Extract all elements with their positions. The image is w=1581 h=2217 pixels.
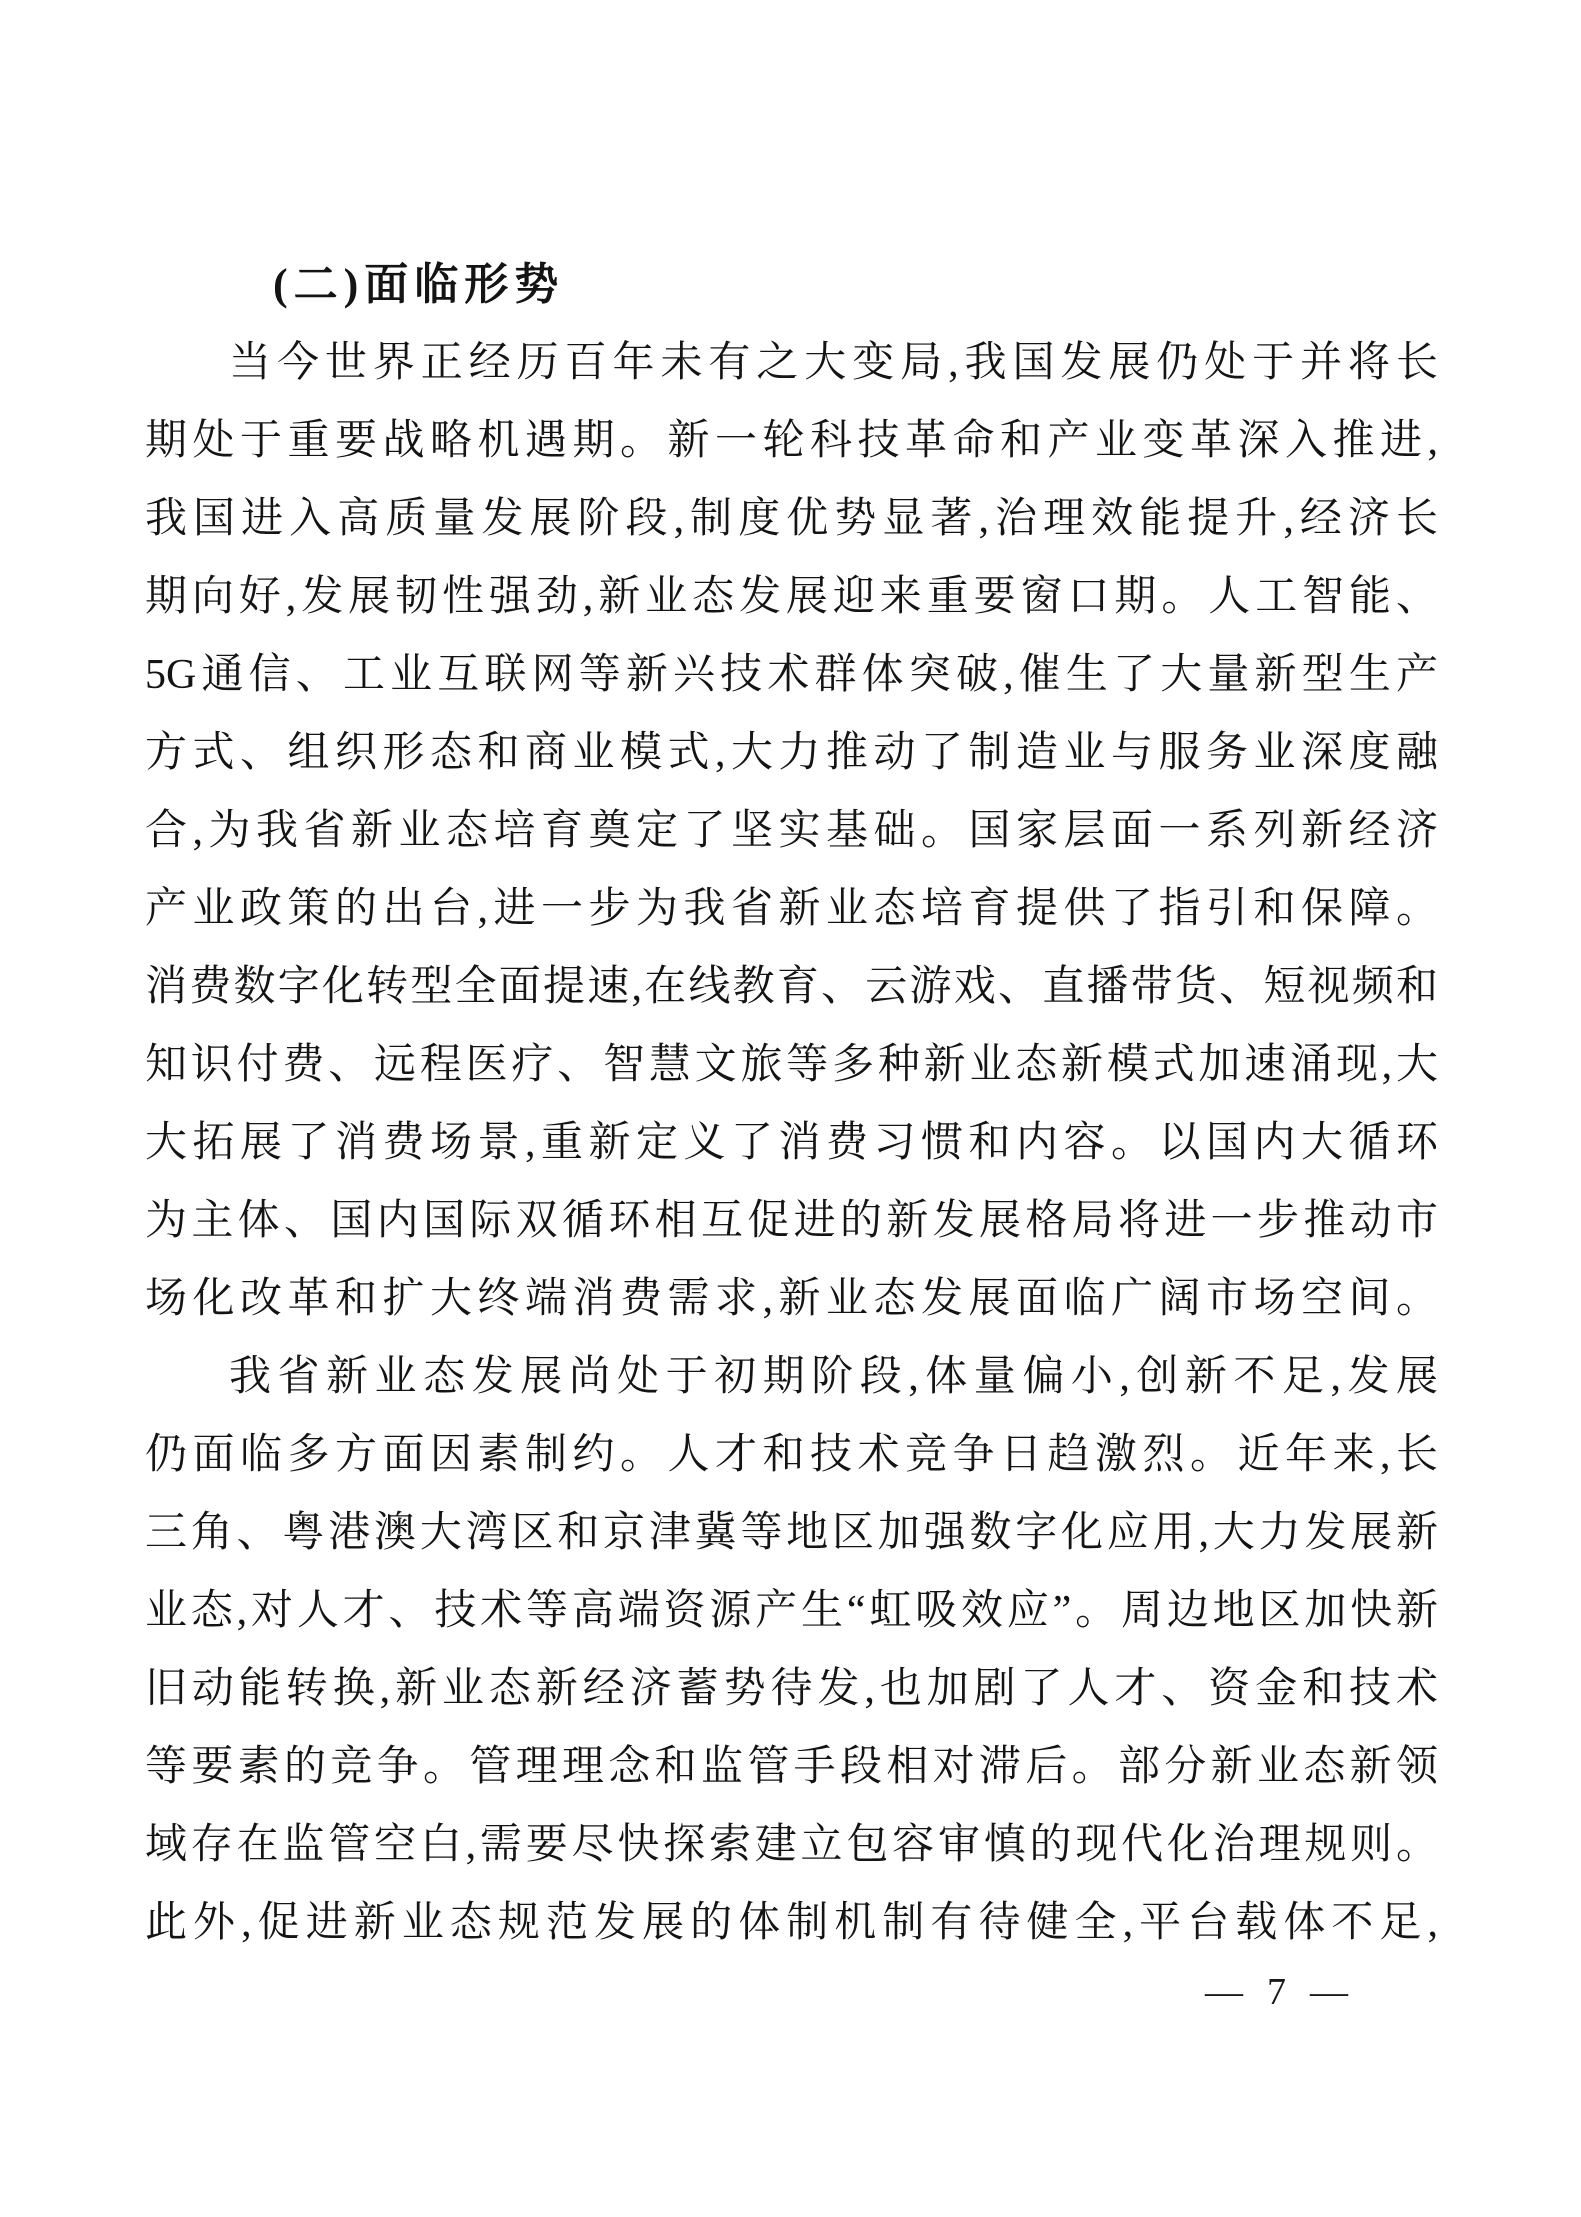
section-heading: (二)面临形势	[273, 260, 565, 309]
text-line: 此外,促进新业态规范发展的体制机制有待健全,平台载体不足,	[145, 1900, 1438, 1946]
text-line: 等要素的竞争。管理理念和监管手段相对滞后。部分新业态新领	[145, 1744, 1438, 1790]
footer-right-dash: —	[1310, 1971, 1348, 2013]
text-line: 方式、组织形态和商业模式,大力推动了制造业与服务业深度融	[145, 730, 1438, 776]
text-line: 知识付费、远程医疗、智慧文旅等多种新业态新模式加速涌现,大	[145, 1042, 1438, 1088]
text-line: 消费数字化转型全面提速,在线教育、云游戏、直播带货、短视频和	[145, 964, 1438, 1010]
text-line: 期向好,发展韧性强劲,新业态发展迎来重要窗口期。人工智能、	[145, 574, 1438, 620]
text-line: 产业政策的出台,进一步为我省新业态培育提供了指引和保障。	[145, 886, 1438, 932]
footer-left-dash: —	[1205, 1971, 1243, 2013]
text-line: 5G通信、工业互联网等新兴技术群体突破,催生了大量新型生产	[145, 652, 1438, 698]
text-line: 大拓展了消费场景,重新定义了消费习惯和内容。以国内大循环	[145, 1120, 1438, 1166]
text-line: 我国进入高质量发展阶段,制度优势显著,治理效能提升,经济长	[145, 496, 1438, 542]
text-line: 场化改革和扩大终端消费需求,新业态发展面临广阔市场空间。	[145, 1276, 1438, 1322]
text-line: 仍面临多方面因素制约。人才和技术竞争日趋激烈。近年来,长	[145, 1432, 1438, 1478]
page-number: 7	[1267, 1971, 1286, 2013]
text-line: 业态,对人才、技术等高端资源产生“虹吸效应”。周边地区加快新	[145, 1588, 1438, 1634]
text-line: 三角、粤港澳大湾区和京津冀等地区加强数字化应用,大力发展新	[145, 1510, 1438, 1556]
text-line: 域存在监管空白,需要尽快探索建立包容审慎的现代化治理规则。	[145, 1822, 1438, 1868]
page-footer	[1205, 1964, 1348, 2020]
text-block	[145, 246, 1438, 1962]
text-line: 为主体、国内国际双循环相互促进的新发展格局将进一步推动市	[145, 1198, 1438, 1244]
text-line: 旧动能转换,新业态新经济蓄势待发,也加剧了人才、资金和技术	[145, 1666, 1438, 1712]
text-line: 当今世界正经历百年未有之大变局,我国发展仍处于并将长	[229, 340, 1438, 386]
paragraph-2	[145, 1338, 1438, 1962]
text-line: 合,为我省新业态培育奠定了坚实基础。国家层面一系列新经济	[145, 808, 1438, 854]
text-line: 我省新业态发展尚处于初期阶段,体量偏小,创新不足,发展	[229, 1354, 1438, 1400]
text-line: 期处于重要战略机遇期。新一轮科技革命和产业变革深入推进,	[145, 418, 1438, 464]
paragraph-1	[145, 324, 1438, 1338]
